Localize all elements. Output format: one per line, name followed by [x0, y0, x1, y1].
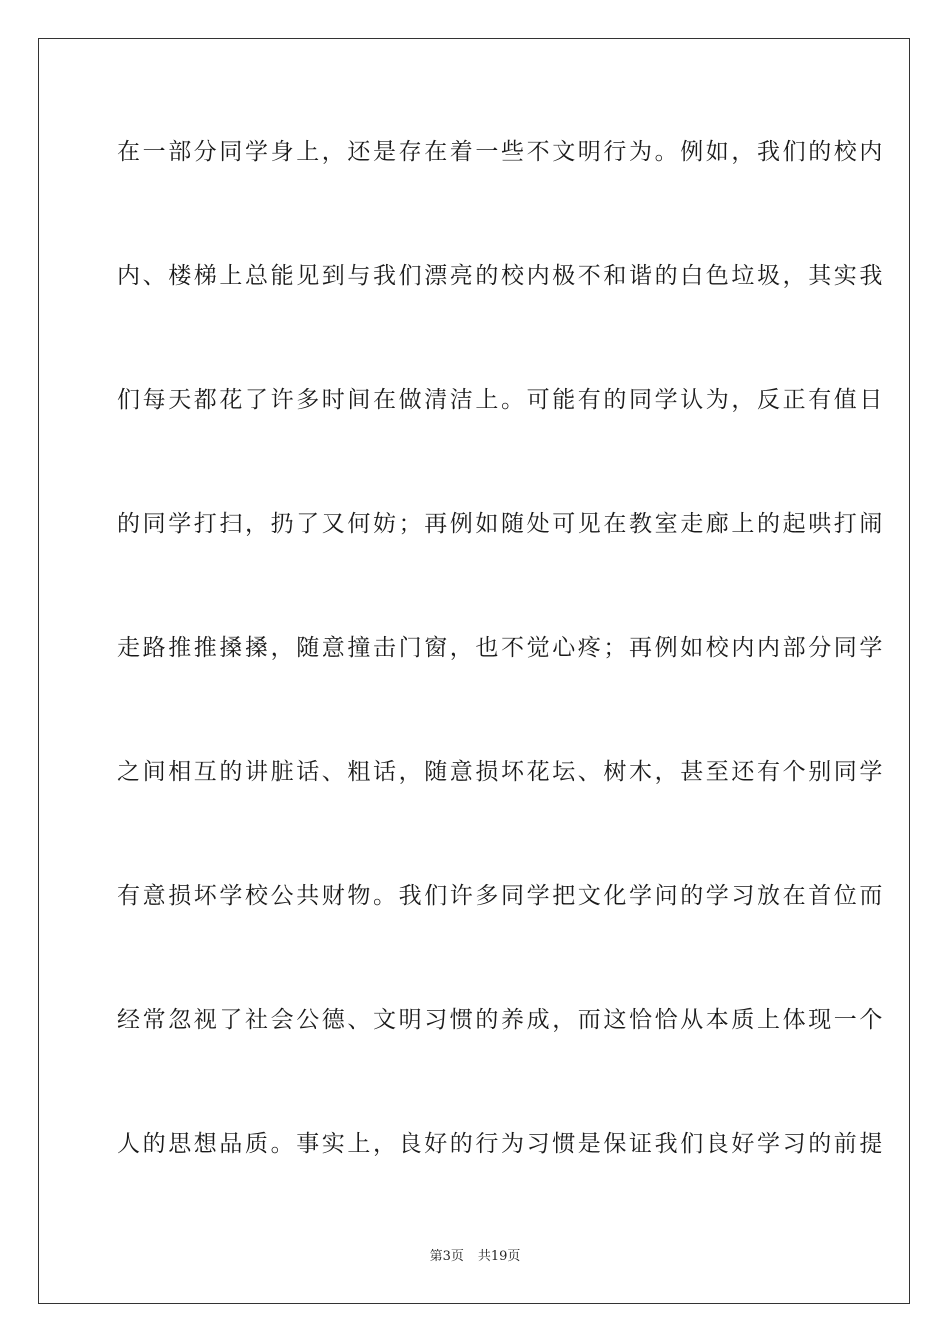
text-line: 有意损坏学校公共财物。我们许多同学把文化学问的学习放在首位而: [117, 883, 885, 909]
page-footer: [0, 1248, 950, 1266]
text-line: 走路推推搡搡，随意撞击门窗，也不觉心疼；再例如校内内部分同学: [117, 635, 885, 661]
text-line: 人的思想品质。事实上，良好的行为习惯是保证我们良好学习的前提: [117, 1131, 885, 1157]
page-number: 第3页: [429, 1249, 464, 1264]
text-line: 内、楼梯上总能见到与我们漂亮的校内极不和谐的白色垃圾，其实我: [117, 263, 885, 289]
text-line: 们每天都花了许多时间在做清洁上。可能有的同学认为，反正有值日: [117, 387, 885, 413]
text-line: 在一部分同学身上，还是存在着一些不文明行为。例如，我们的校内: [117, 139, 885, 165]
text-line: 之间相互的讲脏话、粗话，随意损坏花坛、树木，甚至还有个别同学: [117, 759, 885, 785]
text-line: 经常忽视了社会公德、文明习惯的养成，而这恰恰从本质上体现一个: [117, 1007, 885, 1033]
page-border: [38, 38, 910, 1304]
text-line: 的同学打扫，扔了又何妨；再例如随处可见在教室走廊上的起哄打闹: [117, 511, 885, 537]
page-total: 共19页: [477, 1249, 521, 1264]
